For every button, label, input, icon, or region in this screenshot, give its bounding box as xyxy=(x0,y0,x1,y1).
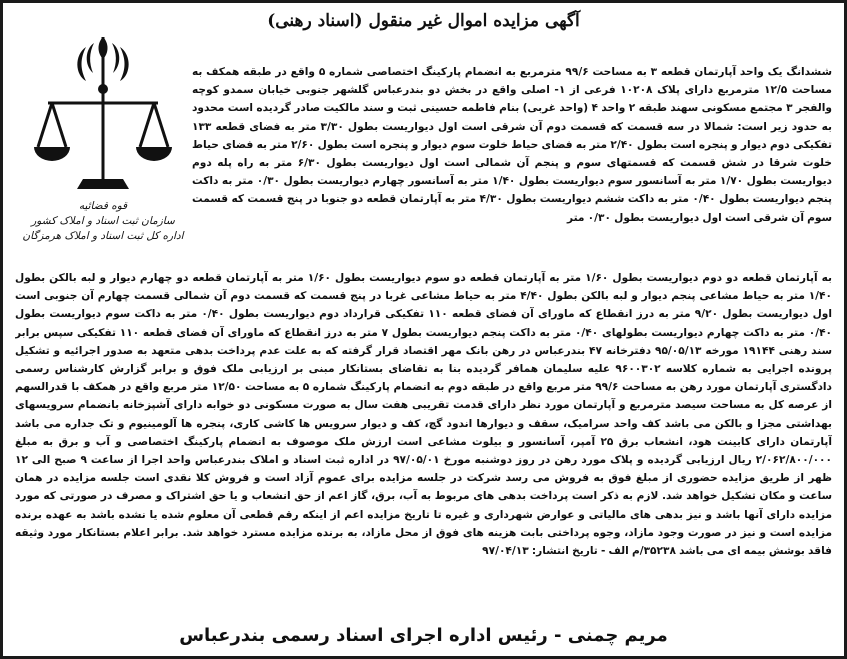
notice-title: آگهی مزایده اموال غیر منقول (اسناد رهنی) xyxy=(267,11,580,31)
org-name-line-1: قوه قضائیه xyxy=(78,200,128,212)
notice-body-main: به آپارتمان قطعه دو دوم دیواریست بطول ۱/۶۰ متر به آپارتمان قطعه دو سوم دیواریست بطول ۱/۶۰ متر به آپارتمان قطعه دو چهارم دیوار و لبه بالکن بطول ۱/۴۰ متر به حیاط مشاعی پنجم دیوار و لبه بالکن بطول ۴/۴۰ متر به حیاط مشاعی غربا در پنج قسمت که قسمت دوم آن شمالی قسمت چهارم آن جنوبی است اول دیواریست بطول ۹/۲۰ متر به درز انقطاع که ماورای آن فضای قطعه ۱۱۰ تفکیکی قرارداد دوم دیواریست بطول ۰/۴۰ متر به داکت سوم دیواریست بطول ۰/۴۰ متر به داکت چهارم دیواریست بطولهای ۰/۴۰ متر به داکت پنجم دیواریست بطول ۷ متر به درز انقطاع که ماورای آن فضای قطعه ۱۱۰ تفکیکی سپس برابر سند رهنی ۱۹۱۴۴ مورخه ۹۵/۰۵/۱۳ دفترخانه ۴۷ بندرعباس در رهن بانک مهر اقتصاد قرار گرفته که به علت عدم پرداخت بدهی متعهد به صدور اجرائیه و تشکیل پرونده اجرایی به شماره کلاسه ۹۶۰۰۳۰۲ علیه سلیمان همافر گردیده بنا به تقاضای بستانکار مبنی بر ارزیابی ملک فوق و برابر گزارش کارشناس رسمی دادگستری آپارتمان مورد رهن به مساحت ۹۹/۶ متر مربع واقع در طبقه دوم به انضمام پارکینگ شماره ۵ به مساحت ۱۲/۵۰ متر مربع واقع در همکف با قدرالسهم از عرصه کل به مساحت سیصد مترمربع و آپارتمان مورد نظر دارای قدمت تقریبی هفت سال به صورت مسکونی دو خوابه دارای آشپزخانه بانضمام سرویسهای بهداشتی مجزا و بالکن می باشد کف واحد سرامیک، سقف و دیوارها اندود گچ، کف و دیوار سرویس ها کاشی کاری، پنجره ها آلومینیوم و تک جداره می باشد آپارتمان دارای کابینت هود، انشعاب برق ۲۵ آمپر، آسانسور و بیلوت مشاعی است ارزش ملک موصوف به انضمام پارکینگ اختصاصی و آب و برق به مبلغ ۲/۰۶۲/۸۰۰/۰۰۰ ریال ارزیابی گردیده و پلاک مورد رهن در روز دوشنبه مورخ ۹۷/۰۵/۰۱ در اداره ثبت اسناد و املاک بندرعباس واحد اجرا از ساعت ۹ صبح الی ۱۲ ظهر از طریق مزایده حضوری از مبلغ فوق به فروش می رسد شرکت در جلسه مزایده برای عموم آزاد است و فروش کلا نقدی است جلسه مزایده در همان ساعت و مکان تشکیل خواهد شد. لازم به ذکر است پرداخت بدهی های مربوط به آب، برق، گاز اعم از حق انشعاب و یا حق اشتراک و مصرف در صورتی که مورد مزایده دارای آنها باشد و نیز بدهی های مالیاتی و عوارض شهرداری و غیره تا تاریخ مزایده اعم از اینکه رقم قطعی آن معلوم شده یا نشده باشد به عهده برنده مزایده است و نیز در صورت وجود مازاد، وجوه پرداختی بابت هزینه های فوق از محل مازاد، به برنده مزایده مسترد خواهد شد. برابر اعلام بستانکار مورد وثیقه فاقد بوشش بیمه ای می باشد ۳۵۲۳۸/م الف - تاریخ انتشار: ۹۷/۰۴/۱۳ xyxy=(15,272,832,558)
iran-emblem-scales-icon xyxy=(28,29,178,199)
signature-line: مریم چمنی - رئیس اداره اجرای اسناد رسمی بندرعباس xyxy=(179,625,668,646)
org-name-line-2: سازمان ثبت اسناد و املاک کشور xyxy=(31,215,175,227)
notice-body-top: ششدانگ یک واحد آپارتمان قطعه ۳ به مساحت ۹۹/۶ مترمربع به انضمام پارکینگ اختصاصی شماره ۵ واقع در طبقه همکف به مساحت ۱۲/۵ مترمربع دارای پلاک ۱۰۲۰۸ فرعی از ۱- اصلی واقع در بخش دو بندرعباس گلشهر جنوبی خیابان سمدو کوچه والفجر ۳ مجتمع مسکونی سهند طبقه ۲ واحد ۴ (واحد غربی) بنام فاطمه حسینی ثبت و سند مالکیت صادر گردیده است محدود به حدود زیر است: شمالا در سه قسمت که قسمت دوم آن شرقی است اول دیواریست بطول ۳/۳۰ متر به فضای قطعه ۱۳۳ تفکیکی دوم دیوار و پنجره است بطول ۲/۴۰ متر به فضای حیاط خلوت سوم دیوار و پنجره است بطول ۲/۶۰ متر به فضای حیاط خلوت شرقا در شش قسمت که قسمتهای سوم و پنجم آن شمالی است اول دیواریست بطول ۶/۳۰ متر به راه پله دوم دیواریست بطول ۱/۷۰ متر به آسانسور سوم دیواریست بطول ۱/۴۰ متر به آسانسور چهارم دیواریست بطول ۰/۳۰ متر به داکت پنجم دیواریست بطول ۰/۴۰ متر به داکت ششم دیواریست بطول ۴/۳۰ متر به آپارتمان قطعه دو جنوبا در پنج قسمت که قسمت سوم آن شرقی است اول دیواریست بطول ۰/۳۰ متر xyxy=(192,66,832,224)
emblem-block xyxy=(15,29,191,269)
org-name-line-3: اداره کل ثبت اسناد و املاک هرمزگان xyxy=(22,230,184,242)
